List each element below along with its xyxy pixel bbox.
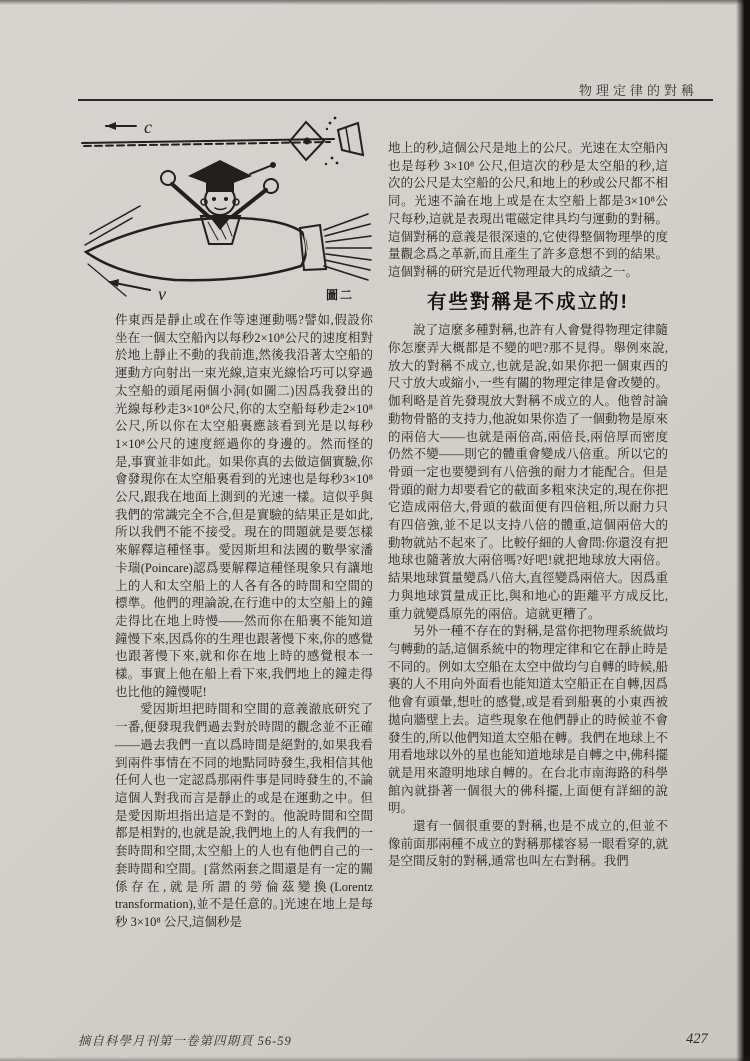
aperture-diamond-icon [290,122,324,160]
scan-edge-bottom [0,1057,750,1061]
light-beam [82,139,334,146]
rocket-cartoon-drawing [80,112,372,308]
paragraph: 件東西是靜止或在作等速運動嗎?譬如,假設你坐在一個太空船內以每秒2×10⁸公尺的速度相對於地上靜止不動的我前進,然後我沿著太空船的運動方向射出一束光線,這束光線恰巧可以穿過太空船的頭尾兩個小洞(如圖二)因爲我發出的光線每秒走3×10⁸公尺,你的太空船每秒走2×10⁸公尺,所以你在太空船裏應該看到光是以每秒1×10⁸公尺的速度經過你的身邊的。然而怪的是,事實並非如此。如果你真的去做這個實驗,你會發現你在太空船裏看到的光速也是每秒3×10⁸公尺,跟我在地面上測到的光速一樣。這似乎與我們的常識完全不合,但是實驗的結果正是如此,所以我們不能不接受。現在的問題就是要怎樣來解釋這種怪事。愛因斯坦和法國的數學家潘卡瑞(Poincare)認爲要解釋這種怪現象只有讓地上的人和太空船上的人各有各的時間和空間的標準。他們的理論說,在行進中的太空船上的鐘走得比在地上時慢——然而你在船裏不能知道鐘慢下來,因爲你的生理也跟著慢下來,你的感覺也跟著慢下來,就和你在地上時的感覺根本一樣。事實上他在船上看下來,我們地上的鐘走得也比他的鐘慢呢! [115,313,373,699]
right-text-column [388,140,668,871]
footer-source-note: 摘自科學月刊第一卷第四期頁 56-59 [78,1034,292,1048]
rocket-brush-tail [324,214,372,280]
scan-edge-top [0,0,750,5]
paragraph: 還有一個很重要的對稱,也是不成立的,但並不像前面那兩種不成立的對稱那樣容易一眼看穿的,就是空間反射的對稱,通常也叫左右對稱。我們 [388,819,668,869]
paragraph: 另外一種不存在的對稱,是當你把物理系統做均勻轉動的話,這個系統中的物理定律和它在靜止時是不同的。例如太空船在太空中做均勻自轉的時候,船裏的人不用向外面看也能知道太空船正在自轉,因爲他會有頭暈,想吐的感覺,或是看到船裏的小東西被拋向牆壁上去。這些現象在他們靜止的時候並不會發生的,所以他們知道太空船在轉。我們在地球上不用看地球以外的星也能知道地球是自轉之中,佛科擺就是用來證明地球自轉的。在台北市南海路的科學館內就掛著一個很大的佛科擺,上面便有詳細的說明。 [388,624,668,816]
figure-caption: 圖二 [326,288,355,302]
flashlight-icon [325,117,363,166]
header-rule [78,99,713,101]
paragraph: 說了這麼多種對稱,也許有人會覺得物理定律隨你怎麼弄大概都是不變的吧?那不見得。舉例來說,放大的對稱不成立,也就是說,如果你把一個東西的尺寸放大或縮小,一些有關的物理定律是會改變的。伽利略是首先發現放大對稱不成立的人。他曾討論動物骨骼的支持力,他說如果你造了一個動物是原來的兩倍大——也就是兩倍高,兩倍長,兩倍厚而密度仍然不變——則它的體重會變成八倍重。所以它的骨頭一定也要變到有八倍強的耐力才能配合。但是骨頭的耐力却要看它的截面多粗來決定的,現在你把它造成兩倍大,骨頭的截面便有四倍粗,所以耐力只有四倍強,並不足以支持八倍的體重,這個兩倍大的動物就站不起來了。比較仔細的人會問:你還沒有把地球也隨著放大兩倍嗎?好吧!就把地球放大兩倍。結果地球質量變爲八倍大,直徑變爲兩倍大。因爲重力與地球質量成正比,與和地心的距離平方成反比,重力就變爲原先的兩倍。這就更糟了。 [388,323,668,621]
left-text-column [115,312,373,932]
velocity-label: v [158,284,166,304]
page-number: 427 [686,1031,708,1047]
section-heading: 有些對稱是不成立的! [427,290,629,313]
figure-rocket-illustration [80,112,372,308]
paragraph: 地上的秒,這個公尺是地上的公尺。光速在太空船內也是每秒 3×10⁸ 公尺,但這次的秒是太空船的秒,這次的公尺是太空船的公尺,和地上的秒或公尺都不相同。光速不論在地上或是在太空船上都是3×10⁸公尺每秒,這就是表現出電磁定律具均勻運動的對稱。這個對稱的意義是很深遠的,它使得整個物理學的度量觀念爲之革新,而且產生了許多意想不到的結果。這個對稱的研究是近代物理最大的成績之一。 [388,141,668,279]
paragraph: 愛因斯坦把時間和空間的意義澈底研究了一番,便發現我們過去對於時間的觀念並不正確——過去我們一直以爲時間是絕對的,如果我看到兩件事情在不同的地點同時發生,我相信其他任何人也一定認爲那兩件事是同時發生的,不論這個人對我而言是靜止的或是在運動之中。但是愛因斯坦指出這是不對的。他說時間和空間都是相對的,也就是說,我們地上的人有我們的一套時間和空間,太空船上的人也有他們自己的一套時間和空間。[當然兩套之間還是有一定的關係存在,就是所謂的勞倫茲變換(Lorentz transformation),並不是任意的。]光速在地上是每秒 3×10⁸ 公尺,這個秒是 [115,702,373,929]
beam-direction-arrow [106,122,136,130]
beam-speed-label: c [144,117,152,137]
running-header-title: 物理定律的對稱 [578,83,698,98]
scholar-character [161,160,278,244]
scan-edge-right [736,0,750,1061]
